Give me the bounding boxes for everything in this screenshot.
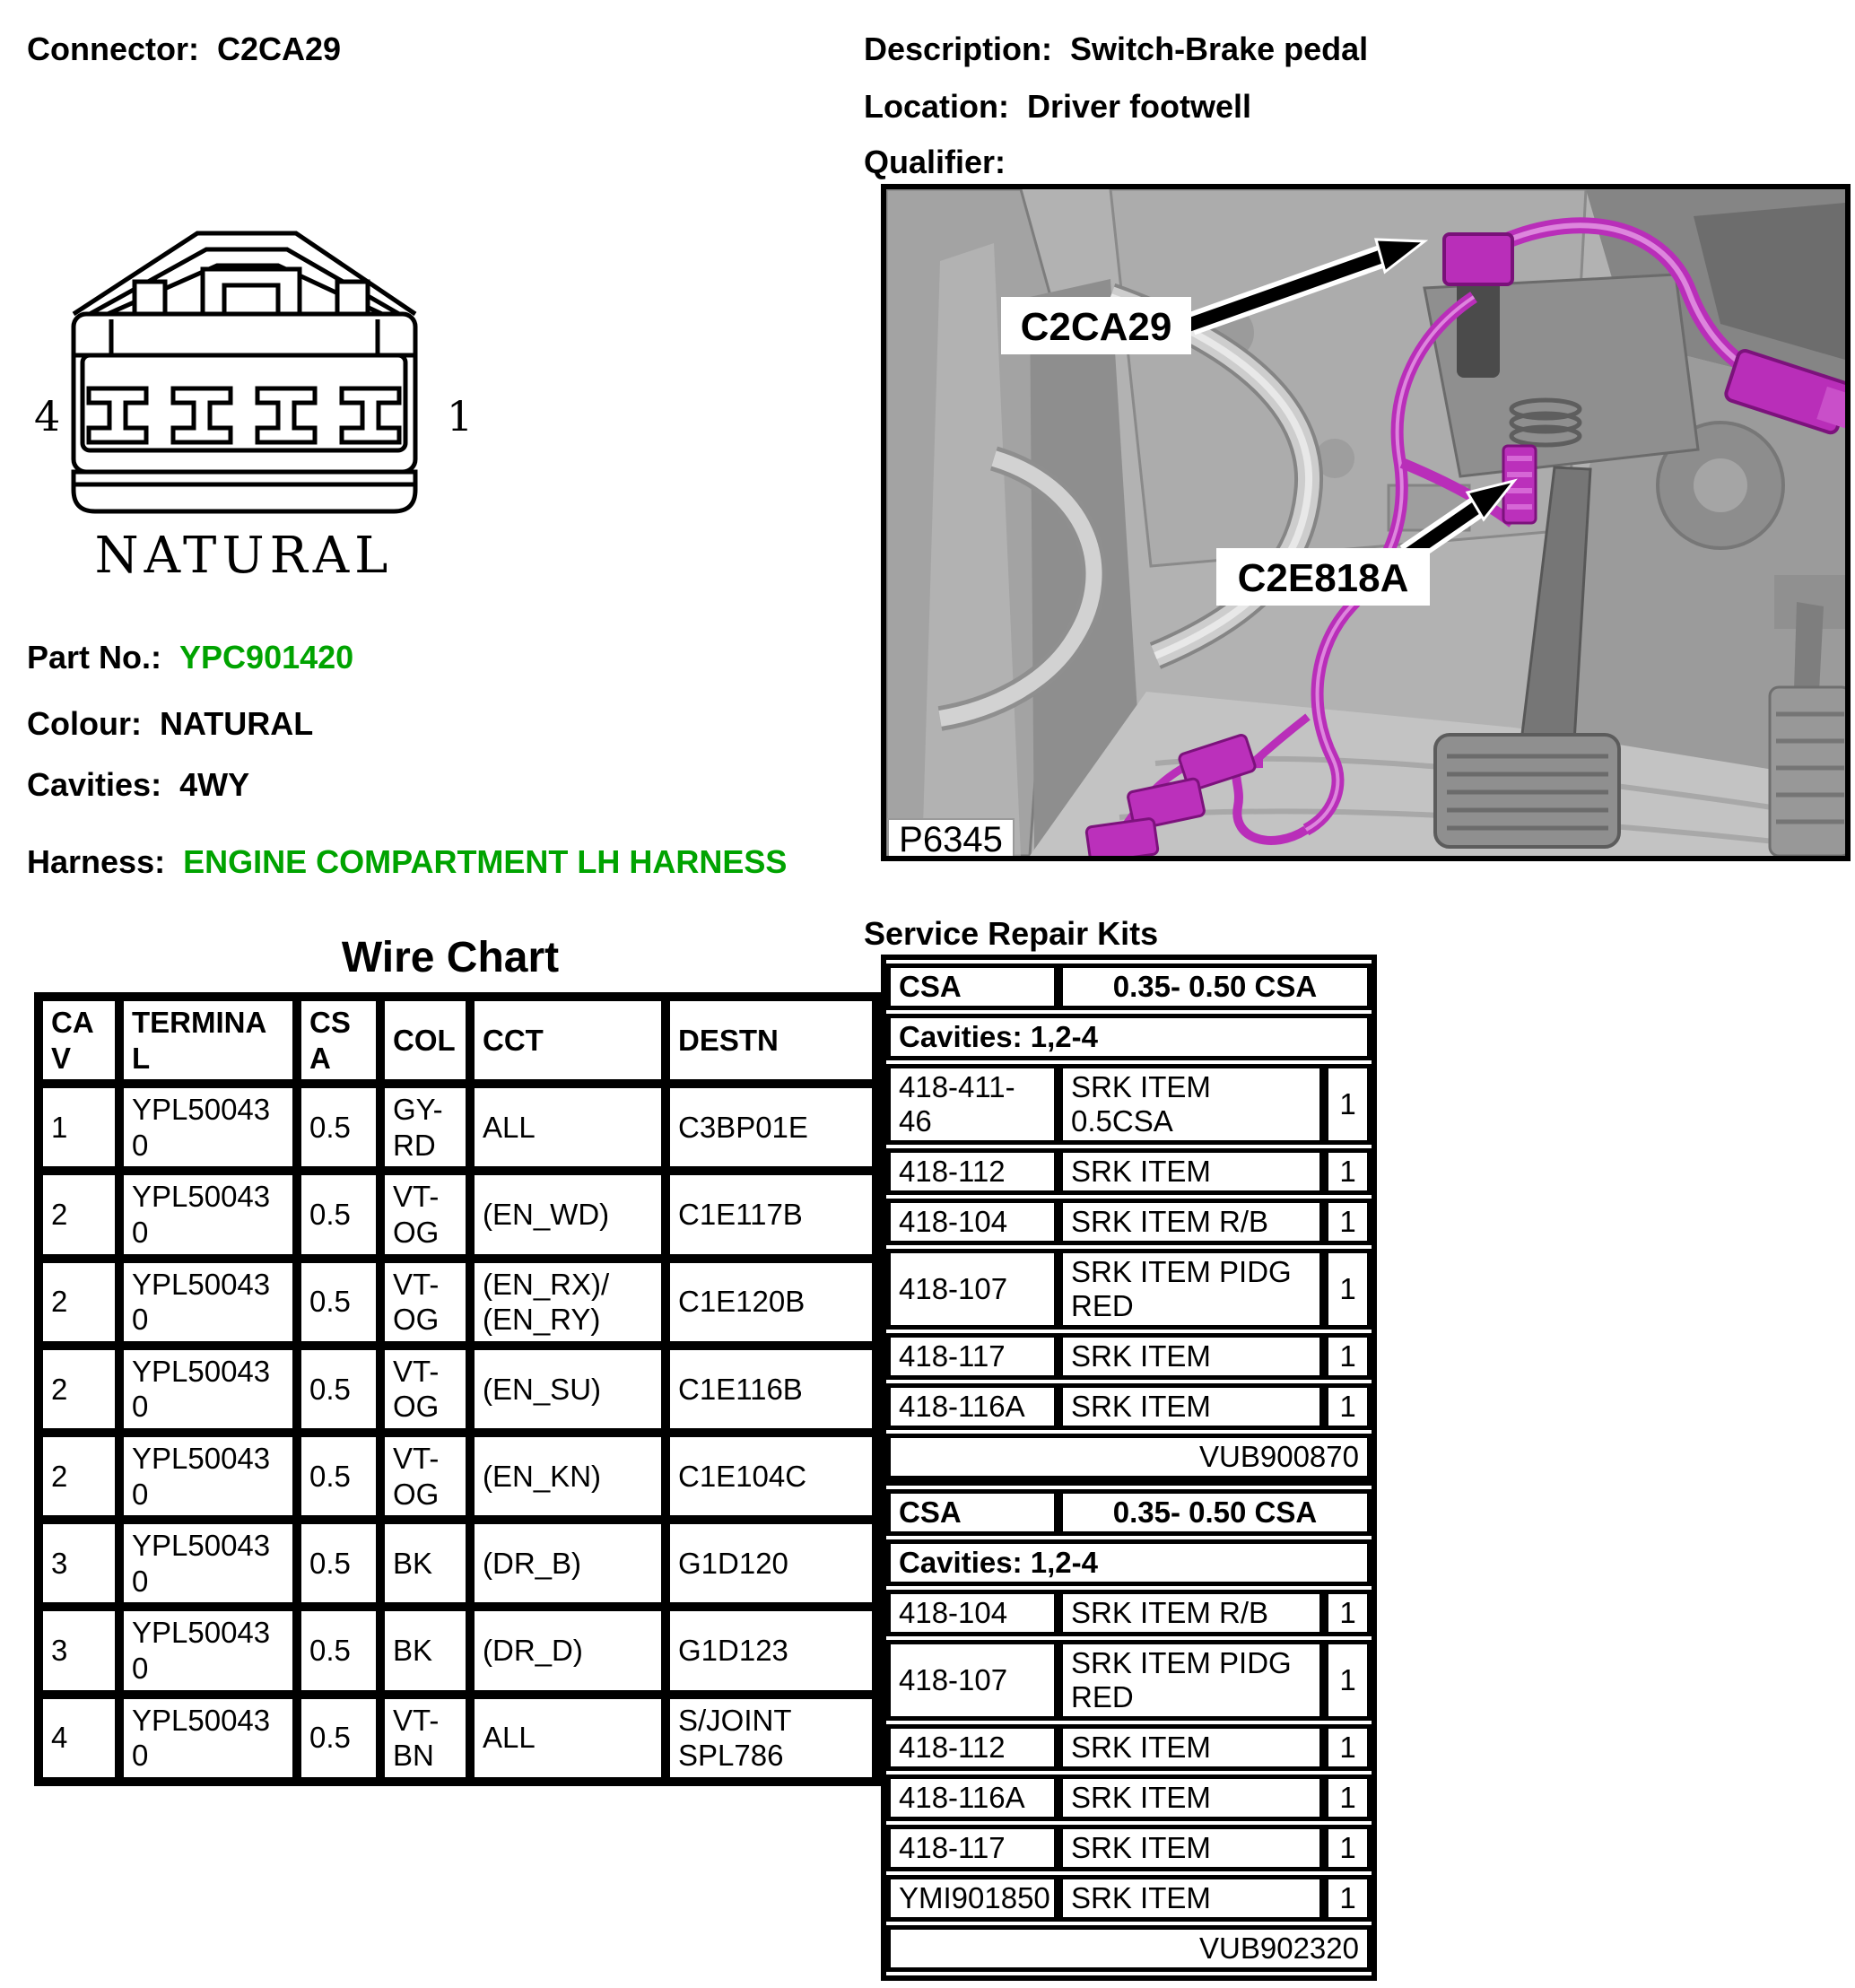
srk-qty: 1: [1324, 1148, 1372, 1195]
harness-label: Harness:: [27, 843, 166, 880]
srk-part: 418-107: [886, 1640, 1058, 1721]
cell-terminal: YPL500430: [119, 1084, 297, 1171]
srk-kit-ref: VUB902320: [886, 1925, 1372, 1972]
srk-item-row: [886, 1148, 1372, 1195]
qualifier-label: Qualifier:: [864, 144, 1006, 180]
cell-cct: ALL: [470, 1695, 666, 1782]
cell-cav: 2: [39, 1259, 119, 1346]
wire-chart-title: Wire Chart: [341, 934, 560, 981]
cell-cav: 2: [39, 1171, 119, 1258]
cell-col: VT-OG: [380, 1433, 470, 1520]
cavities-value: 4WY: [179, 766, 250, 803]
srk-desc: SRK ITEM: [1058, 1774, 1324, 1821]
location-label: Location:: [864, 88, 1009, 125]
description-block: [864, 31, 1368, 181]
cavities-label: Cavities:: [27, 766, 162, 803]
cell-col: VT-OG: [380, 1346, 470, 1433]
srk-cavities: Cavities: 1,2-4: [886, 1539, 1372, 1586]
srk-item-row: [886, 1640, 1372, 1721]
srk-desc: SRK ITEM: [1058, 1875, 1324, 1922]
srk-qty: 1: [1324, 1064, 1372, 1145]
wire-chart-table: [34, 992, 881, 1786]
srk-item-row: [886, 1333, 1372, 1380]
colour-value: NATURAL: [159, 705, 314, 742]
srk-desc: SRK ITEM R/B: [1058, 1590, 1324, 1636]
wire-row: [39, 1346, 876, 1433]
cell-csa: 0.5: [297, 1346, 380, 1433]
wire-chart-header-row: [39, 997, 876, 1084]
srk-qty: 1: [1324, 1724, 1372, 1771]
srk-header-row: [886, 963, 1372, 1010]
srk-kit-ref: VUB900870: [886, 1434, 1372, 1480]
cavities-line: [27, 766, 249, 804]
srk-footer-row: [886, 1925, 1372, 1972]
col-header-terminal: TERMINAL: [119, 997, 297, 1084]
srk-cavities: Cavities: 1,2-4: [886, 1014, 1372, 1060]
cell-destn: C1E120B: [666, 1259, 876, 1346]
pin-number-right: 1: [447, 392, 474, 440]
cell-terminal: YPL500430: [119, 1695, 297, 1782]
cell-col: VT-OG: [380, 1259, 470, 1346]
cell-csa: 0.5: [297, 1171, 380, 1258]
cell-cav: 4: [39, 1695, 119, 1782]
srk-desc: SRK ITEM: [1058, 1148, 1324, 1195]
connector-face-diagram: [27, 214, 475, 590]
photo-ref-label: P6345: [899, 820, 1003, 856]
cell-csa: 0.5: [297, 1259, 380, 1346]
wire-row: [39, 1520, 876, 1607]
srk-desc: SRK ITEM: [1058, 1724, 1324, 1771]
photo-background: [886, 189, 1845, 856]
part-no-label: Part No.:: [27, 639, 162, 676]
photo-label-c2e818a: C2E818A: [1237, 556, 1409, 600]
srk-qty: 1: [1324, 1383, 1372, 1430]
cell-cct: (DR_D): [470, 1607, 666, 1694]
srk-desc: SRK ITEM PIDG RED: [1058, 1640, 1324, 1721]
srk-qty: 1: [1324, 1825, 1372, 1871]
cell-destn: C1E116B: [666, 1346, 876, 1433]
srk-table-2: [881, 1480, 1377, 1981]
cell-csa: 0.5: [297, 1084, 380, 1171]
cell-cct: (EN_KN): [470, 1433, 666, 1520]
srk-desc: SRK ITEM: [1058, 1825, 1324, 1871]
srk-part: YMI901850: [886, 1875, 1058, 1922]
cell-csa: 0.5: [297, 1520, 380, 1607]
wire-row: [39, 1607, 876, 1694]
connector-color-name: NATURAL: [94, 527, 394, 585]
cell-terminal: YPL500430: [119, 1346, 297, 1433]
cell-col: VT-BN: [380, 1695, 470, 1782]
footwell-photo-rendering: [886, 189, 1845, 856]
srk-cavities-row: [886, 1014, 1372, 1060]
cell-destn: C1E104C: [666, 1433, 876, 1520]
description-label: Description:: [864, 31, 1053, 67]
srk-desc: SRK ITEM: [1058, 1333, 1324, 1380]
part-no-value: YPC901420: [179, 639, 354, 676]
srk-qty: 1: [1324, 1199, 1372, 1245]
cell-cct: (EN_RX)/ (EN_RY): [470, 1259, 666, 1346]
srk-item-row: [886, 1825, 1372, 1871]
srk-desc: SRK ITEM R/B: [1058, 1199, 1324, 1245]
srk-table-1: [881, 955, 1377, 1489]
cell-destn: G1D123: [666, 1607, 876, 1694]
cell-cct: (EN_SU): [470, 1346, 666, 1433]
srk-part: 418-104: [886, 1590, 1058, 1636]
cell-col: BK: [380, 1607, 470, 1694]
srk-qty: 1: [1324, 1590, 1372, 1636]
connector-outline: [74, 233, 415, 511]
connector-value: C2CA29: [217, 31, 342, 67]
srk-csa-label: CSA: [886, 1489, 1058, 1536]
service-repair-kits-heading: Service Repair Kits: [864, 915, 1159, 952]
wire-row: [39, 1259, 876, 1346]
cell-terminal: YPL500430: [119, 1607, 297, 1694]
srk-qty: 1: [1324, 1333, 1372, 1380]
cell-cct: (EN_WD): [470, 1171, 666, 1258]
location-line: [864, 88, 1368, 126]
cell-col: BK: [380, 1520, 470, 1607]
srk-desc: SRK ITEM: [1058, 1383, 1324, 1430]
srk-part: 418-116A: [886, 1774, 1058, 1821]
cell-cav: 3: [39, 1607, 119, 1694]
connector-header: [27, 31, 341, 68]
harness-line: [27, 843, 787, 881]
cell-cav: 2: [39, 1346, 119, 1433]
srk-part: 418-104: [886, 1199, 1058, 1245]
harness-value: ENGINE COMPARTMENT LH HARNESS: [183, 843, 788, 880]
srk-item-row: [886, 1875, 1372, 1922]
col-header-col: COL: [380, 997, 470, 1084]
wire-row: [39, 1433, 876, 1520]
srk-header-row: [886, 1489, 1372, 1536]
srk-item-row: [886, 1249, 1372, 1330]
col-header-destn: DESTN: [666, 997, 876, 1084]
wire-row: [39, 1171, 876, 1258]
description-line: [864, 31, 1368, 68]
cell-cav: 3: [39, 1520, 119, 1607]
srk-footer-row: [886, 1434, 1372, 1480]
col-header-cav: CAV: [39, 997, 119, 1084]
qualifier-line: [864, 144, 1368, 181]
footwell-photo: [881, 184, 1851, 861]
srk-desc: SRK ITEM 0.5CSA: [1058, 1064, 1324, 1145]
cell-destn: C1E117B: [666, 1171, 876, 1258]
cell-csa: 0.5: [297, 1607, 380, 1694]
pin-number-left: 4: [34, 392, 61, 440]
location-value: Driver footwell: [1027, 88, 1252, 125]
cell-csa: 0.5: [297, 1433, 380, 1520]
wire-row: [39, 1084, 876, 1171]
srk-part: 418-112: [886, 1148, 1058, 1195]
cell-destn: C3BP01E: [666, 1084, 876, 1171]
srk-csa-range: 0.35- 0.50 CSA: [1058, 963, 1372, 1010]
colour-line: [27, 705, 313, 743]
srk-part: 418-112: [886, 1724, 1058, 1771]
cell-cav: 1: [39, 1084, 119, 1171]
colour-label: Colour:: [27, 705, 142, 742]
srk-csa-range: 0.35- 0.50 CSA: [1058, 1489, 1372, 1536]
cell-terminal: YPL500430: [119, 1433, 297, 1520]
srk-part: 418-117: [886, 1825, 1058, 1871]
cell-col: GY-RD: [380, 1084, 470, 1171]
cell-terminal: YPL500430: [119, 1259, 297, 1346]
cell-cav: 2: [39, 1433, 119, 1520]
srk-csa-label: CSA: [886, 963, 1058, 1010]
srk-qty: 1: [1324, 1640, 1372, 1721]
cell-terminal: YPL500430: [119, 1520, 297, 1607]
part-info-block: [27, 639, 834, 890]
srk-item-row: [886, 1383, 1372, 1430]
srk-part: 418-117: [886, 1333, 1058, 1380]
srk-item-row: [886, 1774, 1372, 1821]
srk-part: 418-411-46: [886, 1064, 1058, 1145]
description-value: Switch-Brake pedal: [1070, 31, 1369, 67]
col-header-csa: CSA: [297, 997, 380, 1084]
part-no-line: [27, 639, 353, 676]
srk-item-row: [886, 1199, 1372, 1245]
srk-desc: SRK ITEM PIDG RED: [1058, 1249, 1324, 1330]
srk-qty: 1: [1324, 1249, 1372, 1330]
srk-item-row: [886, 1064, 1372, 1145]
srk-qty: 1: [1324, 1875, 1372, 1922]
cell-destn: S/JOINT SPL786: [666, 1695, 876, 1782]
wire-row: [39, 1695, 876, 1782]
srk-cavities-row: [886, 1539, 1372, 1586]
cell-cct: ALL: [470, 1084, 666, 1171]
srk-item-row: [886, 1590, 1372, 1636]
col-header-cct: CCT: [470, 997, 666, 1084]
cell-col: VT-OG: [380, 1171, 470, 1258]
cell-csa: 0.5: [297, 1695, 380, 1782]
srk-part: 418-116A: [886, 1383, 1058, 1430]
connector-label: Connector:: [27, 31, 199, 67]
photo-label-c2ca29: C2CA29: [1020, 305, 1172, 349]
srk-part: 418-107: [886, 1249, 1058, 1330]
cell-cct: (DR_B): [470, 1520, 666, 1607]
cell-destn: G1D120: [666, 1520, 876, 1607]
srk-qty: 1: [1324, 1774, 1372, 1821]
srk-item-row: [886, 1724, 1372, 1771]
cell-terminal: YPL500430: [119, 1171, 297, 1258]
